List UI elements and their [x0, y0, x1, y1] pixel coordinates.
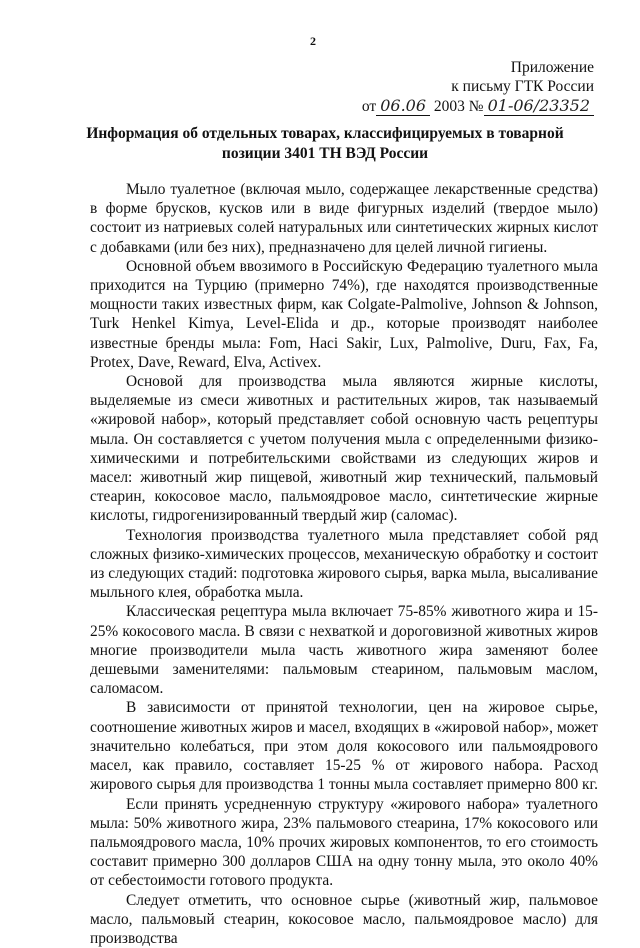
handwritten-number: 01-06/23352 [484, 96, 594, 116]
paragraph: Технология производства туалетного мыла представляет собой ряд сложных физико-химических процессов, механическую обработку и состоит из следующих стадий: подготовка жирового сырья, варка мыла, высаливание мыльного клея, обработка мыла. [90, 526, 598, 602]
paragraph: Мыло туалетное (включая мыло, содержащее лекарственные средства) в форме брусков, кусков или в виде фигурных изделий (твердое мыло) состоит из натриевых солей натуральных или синтетических жирных кислот с добавками (или без них), предназначено для целей личной гигиены. [90, 181, 598, 256]
paragraph: Следует отметить, что основное сырье (животный жир, пальмовое масло, пальмовый стеарин, кокосовое масло, пальмоядровое масло) для производства [90, 891, 598, 947]
paragraph: Классическая рецептура мыла включает 75-85% животного жира и 15-25% кокосового масла. В связи с нехваткой и дороговизной животных жиров многие производители мыла часть животного жира заменяют более дешевыми заменителями: пальмовым стеарином, пальмовым маслом, саломасом. [90, 603, 598, 698]
handwritten-date: 06.06 [376, 96, 430, 116]
letter-label: к письму ГТК России [451, 78, 594, 95]
letter-reference [362, 58, 594, 116]
paragraph: Основной объем ввозимого в Российскую Федерацию туалетного мыла приходится на Турцию (примерно 74%), где находятся производственные мощности таких известных фирм, как Colgate-Palmolive, Johnson & Johnson, Turk Henkel Kimya, Level-Elida и др., которые производят наиболее известные бренды мыла: Fom, Haci Sakir, Lux, Palmolive, Duru, Fax, Fa, Protex, Dave, Reward, Elva, Activex. [90, 257, 598, 371]
page-number: 2 [310, 34, 316, 48]
paragraph: Если принять усредненную структуру «жирового набора» туалетного мыла: 50% животного жира, 23% пальмового стеарина, 17% кокосового или пальмоядрового масла, 10% прочих жировых компонентов, то его стоимость составит примерно 300 долларов США на одну тонну мыла, это около 40% от себестоимости готового продукта. [90, 795, 598, 890]
document-body [90, 180, 598, 948]
date-line: от 06.06 2003 № 01-06/23352 [362, 96, 594, 116]
paragraph: В зависимости от принятой технологии, цен на жировое сырье, соотношение животных жиров и масел, входящих в «жировой набор», может значительно колебаться, при этом доля кокосового или пальмоядрового масел, как правило, составляет 15-25 % от жирового набора. Расход жирового сырья для производства 1 тонны мыла составляет примерно 800 кг. [90, 699, 598, 794]
paragraph: Основой для производства мыла являются жирные кислоты, выделяемые из смеси животных и растительных жиров, так называемый «жировой набор», который представляет собой основную часть рецептуры мыла. Он составляется с учетом получения мыла с определенными физико-химическими и потребительскими свойствами из следующих жиров и масел: животный жир пищевой, животный жир технический, пальмовый стеарин, кокосовое масло, пальмоядровое масло, синтетические жирные кислоты, гидрогенизированный твердый жир (саломас). [90, 373, 598, 525]
document-title: Информация об отдельных товарах, классифицируемых в товарной позиции 3401 ТН ВЭД России [86, 125, 564, 162]
appendix-label: Приложение [510, 59, 594, 76]
